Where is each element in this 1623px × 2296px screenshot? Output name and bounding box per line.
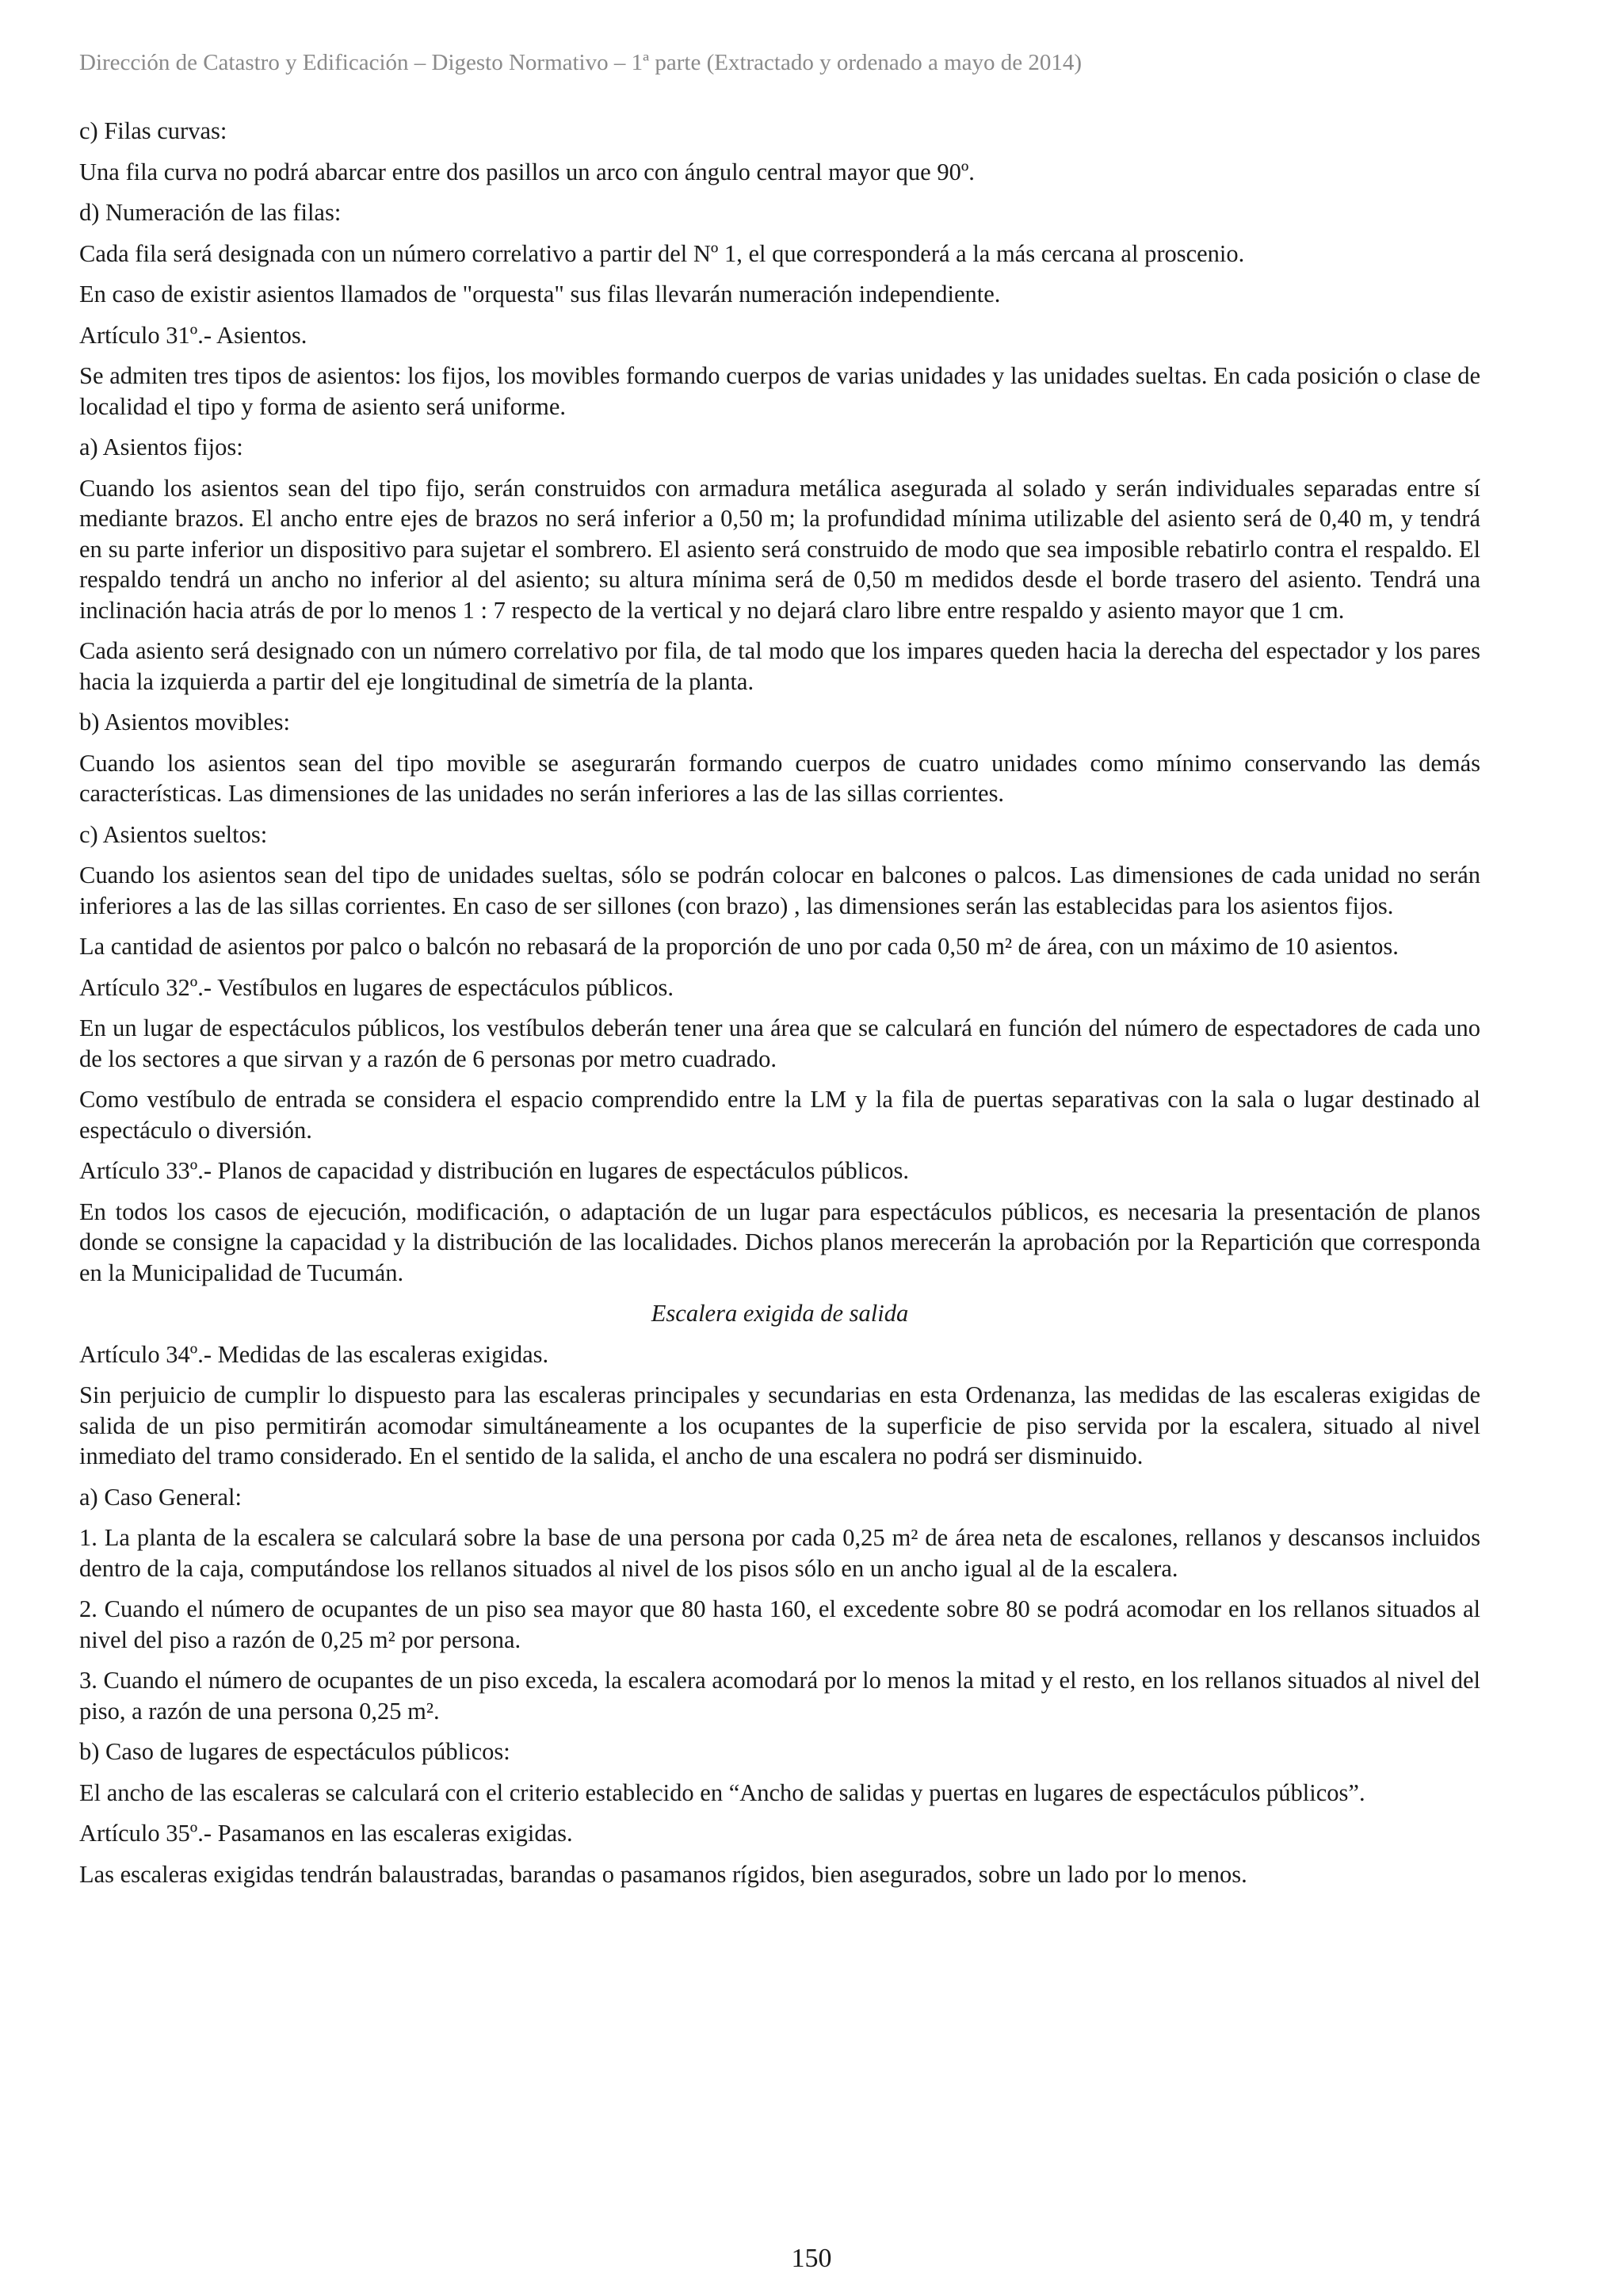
body-paragraph: Una fila curva no podrá abarcar entre dos pasillos un arco con ángulo central mayor que 90º. bbox=[79, 158, 975, 185]
article-heading-33: Artículo 33º.- Planos de capacidad y distribución en lugares de espectáculos públicos. bbox=[79, 1157, 910, 1184]
subsection-heading-caso-general: a) Caso General: bbox=[79, 1483, 242, 1511]
body-paragraph: Cada asiento será designado con un número correlativo por fila, de tal modo que los impares queden hacia la derecha del espectador y los pares hacia la izquierda a partir del eje longitudinal de simetría de la planta. bbox=[79, 637, 1480, 695]
body-paragraph: Cada fila será designada con un número correlativo a partir del Nº 1, el que corresponderá a la más cercana al proscenio. bbox=[79, 239, 1245, 267]
page-number: 150 bbox=[791, 2244, 832, 2273]
body-paragraph: En caso de existir asientos llamados de "orquesta" sus filas llevarán numeración independiente. bbox=[79, 281, 1001, 308]
body-paragraph: Se admiten tres tipos de asientos: los fijos, los movibles formando cuerpos de varias unidades y las unidades sueltas. En cada posición o clase de localidad el tipo y forma de asiento será uniforme. bbox=[79, 362, 1480, 420]
article-heading-31: Artículo 31º.- Asientos. bbox=[79, 321, 307, 349]
body-paragraph: En un lugar de espectáculos públicos, los vestíbulos deberán tener una área que se calculará en función del número de espectadores de cada uno de los sectores a que sirvan y a razón de 6 personas por metro cuadrado. bbox=[79, 1014, 1480, 1072]
subsection-heading-numeracion-filas: d) Numeración de las filas: bbox=[79, 199, 342, 226]
body-paragraph: El ancho de las escaleras se calculará con el criterio establecido en “Ancho de salidas y puertas en lugares de espectáculos públicos”. bbox=[79, 1778, 1365, 1806]
article-heading-34: Artículo 34º.- Medidas de las escaleras exigidas. bbox=[79, 1340, 549, 1368]
article-heading-32: Artículo 32º.- Vestíbulos en lugares de espectáculos públicos. bbox=[79, 973, 674, 1001]
body-paragraph: Cuando los asientos sean del tipo fijo, serán construidos con armadura metálica asegurada al solado y serán individuales separadas entre sí mediante brazos. El ancho entre ejes de brazos no será inferior a 0,50 m; la profundidad mínima utilizable del asiento será de 0,40 m, y tendrá en su parte inferior un dispositivo para sujetar el sombrero. El asiento será construido de modo que sea imposible rebatirlo contra el respaldo. El respaldo tendrá un ancho no inferior al del asiento; su altura mínima será de 0,50 m medidos desde el borde trasero del asiento. Tendrá una inclinación hacia atrás de por lo menos 1 : 7 respecto de la vertical y no dejará claro libre entre respaldo y asiento mayor que 1 cm. bbox=[79, 474, 1480, 624]
body-paragraph: Cuando los asientos sean del tipo de unidades sueltas, sólo se podrán colocar en balcones o palcos. Las dimensiones de cada unidad no serán inferiores a las de las sillas corrientes. En caso de ser sillones (con brazo) , las dimensiones serán las establecidas para los asientos fijos. bbox=[79, 861, 1480, 919]
section-title-escalera: Escalera exigida de salida bbox=[651, 1300, 909, 1327]
body-paragraph: Como vestíbulo de entrada se considera el espacio comprendido entre la LM y la fila de puertas separativas con la sala o lugar destinado al espectáculo o diversión. bbox=[79, 1086, 1480, 1144]
body-paragraph: La cantidad de asientos por palco o balcón no rebasará de la proporción de uno por cada 0,50 m² de área, con un máximo de 10 asientos. bbox=[79, 933, 1399, 960]
subsection-heading-asientos-movibles: b) Asientos movibles: bbox=[79, 709, 291, 735]
running-header: Dirección de Catastro y Edificación – Digesto Normativo – 1ª parte (Extractado y ordenado a mayo de 2014) bbox=[79, 50, 1083, 75]
body-paragraph: En todos los casos de ejecución, modificación, o adaptación de un lugar para espectáculos públicos, es necesaria la presentación de planos donde se consigne la capacidad y la distribución de las localidades. Dichos planos merecerán la aprobación por la Repartición que corresponda en la Municipalidad de Tucumán. bbox=[79, 1198, 1480, 1286]
subsection-heading-asientos-sueltos: c) Asientos sueltos: bbox=[79, 820, 268, 848]
subsection-heading-filas-curvas: c) Filas curvas: bbox=[79, 117, 227, 144]
subsection-heading-espectaculos: b) Caso de lugares de espectáculos públicos: bbox=[79, 1738, 510, 1765]
body-paragraph: Sin perjuicio de cumplir lo dispuesto para las escaleras principales y secundarias en esta Ordenanza, las medidas de las escaleras exigidas de salida de un piso permitirán acomodar simultáneamente a los ocupantes de la superficie de piso servida por la escalera, situado al nivel inmediato del tramo considerado. En el sentido de la salida, el ancho de una escalera no podrá ser disminuido. bbox=[79, 1381, 1480, 1469]
article-heading-35: Artículo 35º.- Pasamanos en las escaleras exigidas. bbox=[79, 1820, 573, 1847]
body-paragraph: Las escaleras exigidas tendrán balaustradas, barandas o pasamanos rígidos, bien asegurados, sobre un lado por lo menos. bbox=[79, 1860, 1247, 1888]
numbered-paragraph: 3. Cuando el número de ocupantes de un piso exceda, la escalera acomodará por lo menos la mitad y el resto, en los rellanos situados al nivel del piso, a razón de una persona 0,25 m². bbox=[79, 1667, 1480, 1725]
page-body bbox=[79, 116, 1480, 1900]
body-paragraph: Cuando los asientos sean del tipo movible se asegurarán formando cuerpos de cuatro unidades como mínimo conservando las demás características. Las dimensiones de las unidades no serán inferiores a las de las sillas corrientes. bbox=[79, 749, 1480, 807]
numbered-paragraph: 1. La planta de la escalera se calculará sobre la base de una persona por cada 0,25 m² de área neta de escalones, rellanos y descansos incluidos dentro de la caja, computándose los rellanos situados al nivel de los pisos sólo en un ancho igual al de la escalera. bbox=[79, 1524, 1480, 1582]
subsection-heading-asientos-fijos: a) Asientos fijos: bbox=[79, 434, 243, 460]
numbered-paragraph: 2. Cuando el número de ocupantes de un piso sea mayor que 80 hasta 160, el excedente sobre 80 se podrá acomodar en los rellanos situados al nivel del piso a razón de 0,25 m² por persona. bbox=[79, 1595, 1480, 1653]
